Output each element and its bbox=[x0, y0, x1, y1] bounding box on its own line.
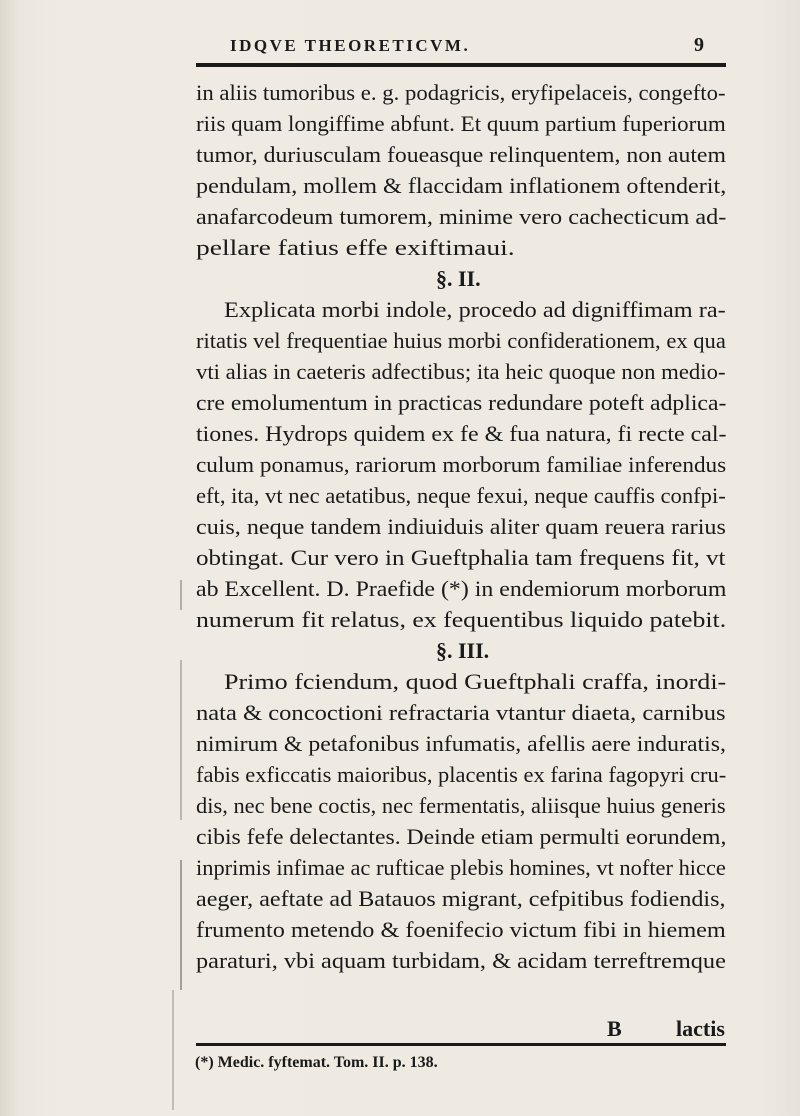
text-line: riis quam longiffime abfunt. Et quum partium fuperiorum bbox=[196, 111, 726, 136]
text-line: cibis fefe delectantes. Deinde etiam permulti eorundem, bbox=[196, 824, 727, 849]
text-line: tiones. Hydrops quidem ex fe & fua natura, fi recte cal- bbox=[196, 421, 727, 446]
margin-mark bbox=[172, 990, 174, 1110]
catchword: lactis bbox=[676, 1016, 725, 1041]
signature-mark: B bbox=[607, 1016, 622, 1041]
running-title: IDQVE THEORETICVM. bbox=[230, 36, 471, 55]
text-line: cuis, neque tandem indiuiduis aliter quam reuera rarius bbox=[196, 514, 726, 539]
margin-mark bbox=[180, 580, 182, 610]
footnote: (*) Medic. fyftemat. Tom. II. p. 138. bbox=[195, 1054, 438, 1071]
text-line: anafarcodeum tumorem, minime vero cachecticum ad- bbox=[196, 204, 727, 229]
text-line: cre emolumentum in practicas redundare poteft adplica- bbox=[196, 390, 727, 415]
text-line: culum ponamus, rariorum morborum familiae inferendus bbox=[196, 452, 727, 477]
text-line: obtingat. Cur vero in Gueftphalia tam frequens fit, vt bbox=[196, 545, 726, 570]
text-line: eft, ita, vt nec aetatibus, neque fexui, neque cauffis confpi- bbox=[196, 483, 726, 508]
text-line: numerum fit relatus, ex fequentibus liquido patebit. bbox=[196, 607, 727, 632]
text-line: aeger, aeftate ad Batauos migrant, cefpitibus fodiendis, bbox=[196, 886, 726, 911]
footnote-rule bbox=[196, 1043, 726, 1046]
text-line: Explicata morbi indole, procedo ad digniffimam ra- bbox=[224, 297, 726, 322]
text-line: dis, nec bene coctis, nec fermentatis, aliisque huius generis bbox=[196, 793, 726, 818]
text-line: nata & concoctioni refractaria vtantur diaeta, carnibus bbox=[196, 700, 726, 725]
text-line: in aliis tumoribus e. g. podagricis, eryfipelaceis, congefto- bbox=[196, 80, 726, 105]
section-heading-3: §. III. bbox=[436, 638, 490, 663]
text-line: pellare fatius effe exiftimaui. bbox=[196, 235, 515, 260]
text-line: inprimis infimae ac rufticae plebis homines, vt nofter hicce bbox=[196, 855, 726, 880]
text-line: pendulam, mollem & flaccidam inflationem oftenderit, bbox=[196, 173, 727, 198]
text-line: ab Excellent. D. Praefide (*) in endemiorum morborum bbox=[196, 576, 727, 601]
text-line: fabis exficcatis maioribus, placentis ex farina fagopyri cru- bbox=[196, 762, 727, 787]
text-line: frumento metendo & foenifecio victum fibi in hiemem bbox=[196, 917, 726, 942]
text-line: tumor, duriusculam foueasque relinquentem, non autem bbox=[196, 142, 726, 167]
text-line: ritatis vel frequentiae huius morbi confiderationem, ex qua bbox=[196, 328, 726, 353]
text-line: nimirum & petafonibus infumatis, afellis aere induratis, bbox=[196, 731, 726, 756]
margin-mark bbox=[180, 660, 182, 820]
text-line: paraturi, vbi aquam turbidam, & acidam terreftremque bbox=[196, 948, 726, 973]
text-line: Primo fciendum, quod Gueftphali craffa, inordi- bbox=[224, 669, 727, 694]
text-line: vti alias in caeteris adfectibus; ita heic quoque non medio- bbox=[196, 359, 726, 384]
page-number: 9 bbox=[694, 34, 704, 56]
margin-mark bbox=[180, 860, 182, 990]
section-heading-2: §. II. bbox=[436, 266, 481, 291]
